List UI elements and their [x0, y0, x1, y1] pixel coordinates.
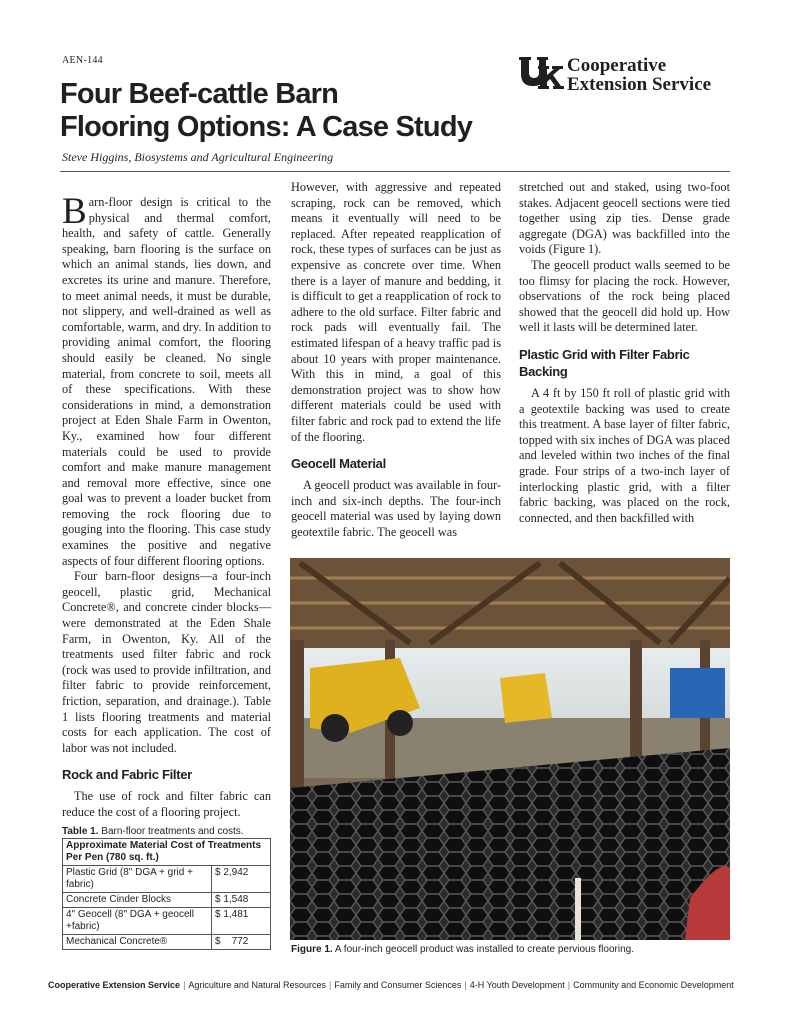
treatment-cost: $ 1,481 — [212, 908, 271, 935]
footer-separator: | — [183, 980, 186, 990]
footer-separator: | — [464, 980, 467, 990]
title-line-2: Flooring Options: A Case Study — [60, 111, 473, 143]
paragraph-staked: stretched out and staked, using two-foot stakes. Adjacent geocell sections were tied together using zip ties. Dense grade aggregate (DGA) was backfilled into the voids (Figure 1). — [519, 180, 730, 257]
publication-code: AEN-144 — [62, 55, 103, 66]
footer-separator: | — [328, 980, 332, 990]
footer-item: Family and Consumer Sciences — [334, 980, 462, 990]
author-line: Steve Higgins, Biosystems and Agricultural Engineering — [62, 150, 334, 164]
footer-separator: | — [567, 980, 571, 990]
figure-1-photo — [290, 558, 730, 940]
treatment-name: Plastic Grid (8" DGA + grid + fabric) — [63, 866, 212, 893]
title-rule — [60, 171, 730, 172]
footer-item: Community and Economic Development — [573, 980, 734, 990]
paragraph-plastic-grid: A 4 ft by 150 ft roll of plastic grid with a geotextile backing was used to create this treatment. A base layer of filter fabric, topped with six inches of DGA was placed and leveled within two inches of the final grade. Four strips of a two-inch layer of interlocking plastic grid, with a filter fabric backing, was placed on the rock, connected, and then backfilled with — [519, 385, 730, 525]
title-line-1: Four Beef-cattle Barn — [60, 78, 339, 110]
footer — [48, 980, 748, 990]
footer-item: Agriculture and Natural Resources — [188, 980, 326, 990]
logo-line-2: Extension Service — [567, 74, 712, 95]
treatment-name: Mechanical Concrete® — [63, 935, 212, 950]
figure-caption — [291, 944, 634, 955]
table-row — [63, 866, 271, 893]
figure-label: Figure 1. — [291, 944, 333, 955]
figure-caption-text: A four-inch geocell product was installed to create pervious flooring. — [332, 944, 634, 955]
treatment-cost: $ 2,942 — [212, 866, 271, 893]
footer-brand: Cooperative Extension Service — [48, 980, 181, 990]
paragraph-geocell-walls: The geocell product walls seemed to be too flimsy for placing the rock. However, observations of the rock being placed showed that the geocell did hold up. How well it lasts will be determined later. — [519, 257, 730, 335]
table-caption — [62, 826, 244, 837]
treatment-cost: $ 1,548 — [212, 893, 271, 908]
footer-item: 4-H Youth Development — [469, 980, 565, 990]
paragraph-geocell: A geocell product was available in four-inch and six-inch depths. The four-inch geocell material was used by laying down geotextile fabric. The geocell was — [291, 478, 501, 539]
paragraph-scraping: However, with aggressive and repeated scraping, rock can be removed, which means it eventually will need to be replaced. After repeated reapplication of rock, these types of surfaces can be just as expensive as concrete over time. When there is a layer of manure and bedding, it is difficult to get a reapplication of rock to adhere to the old surface. Filter fabric and rock pads will eventually fail. The estimated lifespan of a heavy traffic pad is about 10 years with proper maintenance. With this in mind, a goal of this demonstration project was to show how different materials could be used with filter fabric and rock pad to extend the life of the flooring. — [291, 180, 501, 444]
table-header: Approximate Material Cost of Treatments Per Pen (780 sq. ft.) — [63, 839, 271, 866]
treatment-cost: $ 772 — [212, 935, 271, 950]
treatment-name: Concrete Cinder Blocks — [63, 893, 212, 908]
intro-text: arn-floor design is critical to the physical and thermal comfort, health, and safety of cattle. Generally speaking, barn flooring is the surface on which an animal stands, lies down, and excretes its urine and manure. Therefore, to meet animal needs, it must be durable, not slippery, and well-drained as well as comfortable, warm, and dry. In addition to providing animal comfort, the flooring should easily be cleaned. No single material, from concrete to soil, meets all of these specifications. With these considerations in mind, a demonstration project at Eden Shale Farm in Owenton, Ky., examined how four different materials could be used to provide comfort and make manure management and removal more effective, since one goal was to prevent a loader bucket from removing the rock flooring due to gouging into the flooring. This case study examines the positive and negative aspects of four different flooring options. — [62, 195, 271, 568]
paragraph-rock-fabric: The use of rock and filter fabric can reduce the cost of a flooring project. — [62, 789, 271, 819]
heading-plastic-grid: Plastic Grid with Filter Fabric Backing — [519, 346, 690, 379]
column-1 — [62, 191, 271, 821]
heading-geocell: Geocell Material — [291, 456, 386, 472]
logo-wordmark — [567, 56, 711, 94]
table-caption-text: Barn-floor treatments and costs. — [98, 826, 244, 837]
uk-logo-icon — [518, 56, 564, 92]
column-2 — [291, 180, 501, 540]
paragraph-designs: Four barn-floor designs—a four-inch geocell, plastic grid, Mechanical Concrete®, and concrete cinder blocks—were demonstrated at the Eden Shale Farm, in Owenton, Ky. All of the treatments used filter fabric and rock (rock was used to provide infiltration, and filter fabric to provide reinforcement, friction, separation, and drainage.). Table 1 lists flooring treatments and material costs for each application. The cost of labor was not included. — [62, 569, 271, 755]
column-3 — [519, 180, 730, 526]
cost-table — [62, 838, 271, 950]
table-row — [63, 908, 271, 935]
table-header-row — [63, 839, 271, 866]
table-row — [63, 935, 271, 950]
logo-line-1: Cooperative — [567, 55, 667, 76]
heading-rock-fabric: Rock and Fabric Filter — [62, 767, 192, 783]
page-title — [60, 78, 480, 144]
table-label: Table 1. — [62, 826, 99, 837]
treatment-name: 4" Geocell (8" DGA + geocell +fabric) — [63, 908, 212, 935]
paragraph-intro — [62, 191, 271, 569]
barn-geocell-illustration — [290, 558, 730, 940]
table-row — [63, 893, 271, 908]
drop-cap: B — [62, 191, 87, 232]
uk-extension-logo — [518, 56, 733, 96]
